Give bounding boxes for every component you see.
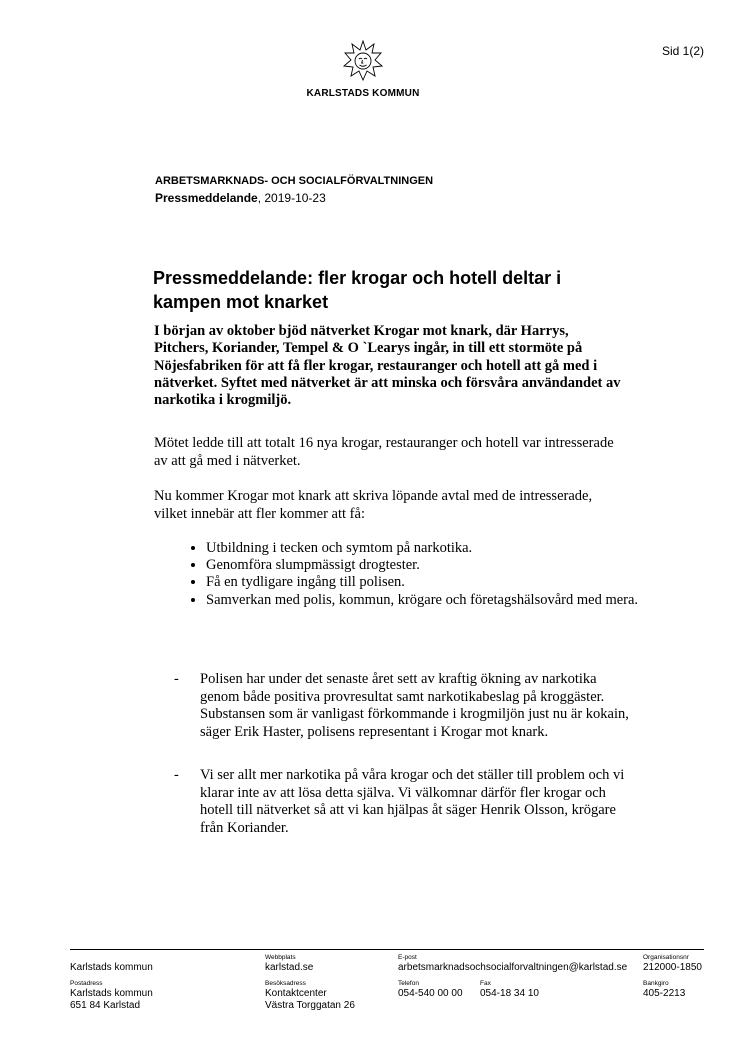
list-item: • Få en tydligare ingång till polisen. [206,574,646,591]
logo-text: KARLSTADS KOMMUN [306,88,420,99]
press-date: , 2019-10-23 [257,191,326,205]
headline: Pressmeddelande: fler krogar och hotell deltar i kampen mot knarket [153,268,562,312]
page-number: Sid 1(2) [661,44,704,58]
footer-phone [398,980,463,1000]
footer-fax-label: Fax [480,980,491,987]
footer-phone-label: Telefon [398,980,419,987]
footer-bankgiro-label: Bankgiro [643,980,669,987]
karlstad-logo [288,40,438,99]
footer-bankgiro-value: 405-2213 [643,988,686,999]
footer-divider [70,949,704,950]
list-item: • Samverkan med polis, kommun, krögare och företagshälsovård med mera. [206,592,646,609]
footer-orgnr [643,954,702,974]
press-release-line [155,191,326,205]
footer-orgnr-label: Organisationsnr [643,954,689,961]
footer-post-line2: 651 84 Karlstad [70,1000,141,1011]
quote-dash: - [174,767,179,783]
sun-face-icon [343,40,383,84]
footer-email [398,954,627,974]
press-label: Pressmeddelande [155,191,258,205]
footer-org-name: Karlstads kommun [70,962,153,973]
list-item: • Utbildning i tecken och symtom på narkotika. [206,540,646,557]
quote-block [174,767,634,837]
footer-fax [480,980,539,1000]
list-item: • Genomföra slumpmässigt drogtester. [206,557,646,574]
footer-fax-value: 054-18 34 10 [480,988,539,999]
footer-visit-label: Besöksadress [265,980,306,987]
quote-dash: - [174,671,179,687]
footer-phone-value[interactable]: 054-540 00 00 [398,988,463,999]
footer-web-label: Webbplats [265,954,296,961]
footer-web-value[interactable]: karlstad.se [265,962,314,973]
footer-email-value[interactable]: arbetsmarknadsochsocialforvaltningen@karlstad.se [398,962,628,973]
paragraph: Nu kommer Krogar mot knark att skriva löpande avtal med de intresserade, vilket innebär att fler kommer att få: [154,488,593,522]
footer-post-label: Postadress [70,980,103,987]
footer-post-line1: Karlstads kommun [70,988,153,999]
quote-text: Polisen har under det senaste året sett av kraftig ökning av narkotika genom både positiva provresultat samt narkotikabeslag på kroggäster. Substansen som är vanligast förkommande i krogmiljön just nu är kokain, säger Erik Haster, polisens representant i Krogar mot knark. [200,671,629,740]
footer-visit [265,980,355,1012]
footer-visit-line2: Västra Torggatan 26 [265,1000,355,1011]
footer-orgnr-value: 212000-1850 [643,962,702,973]
department-name: ARBETSMARKNADS- OCH SOCIALFÖRVALTNINGEN [155,175,434,187]
footer-visit-line1: Kontaktcenter [265,988,327,999]
quote-block [174,671,634,741]
footer-email-label: E-post [398,954,417,961]
quote-text: Vi ser allt mer narkotika på våra krogar och det ställer till problem och vi klarar inte av att lösa detta själva. Vi välkomnar därför fler krogar och hotell till nätverket så att vi kan hjälpas åt säger Henrik Olsson, krögare från Koriander. [200,767,625,836]
lead-paragraph: I början av oktober bjöd nätverket Krogar mot knark, där Harrys, Pitchers, Koriander, Tempel & O `Learys ingår, in till ett stormöte på Nöjesfabriken för att få fler krogar, restauranger och hotell att gå med i nätverket. Syftet med nätverket är att minska och försvåra användandet av narkotika i krogmiljö. [154,323,621,409]
bullet-list [180,540,646,609]
footer-web [265,954,313,974]
footer-bankgiro [643,980,685,1000]
footer-postal [70,980,153,1012]
paragraph: Mötet ledde till att totalt 16 nya krogar, restauranger och hotell var intresserade av att gå med i nätverket. [154,435,614,469]
